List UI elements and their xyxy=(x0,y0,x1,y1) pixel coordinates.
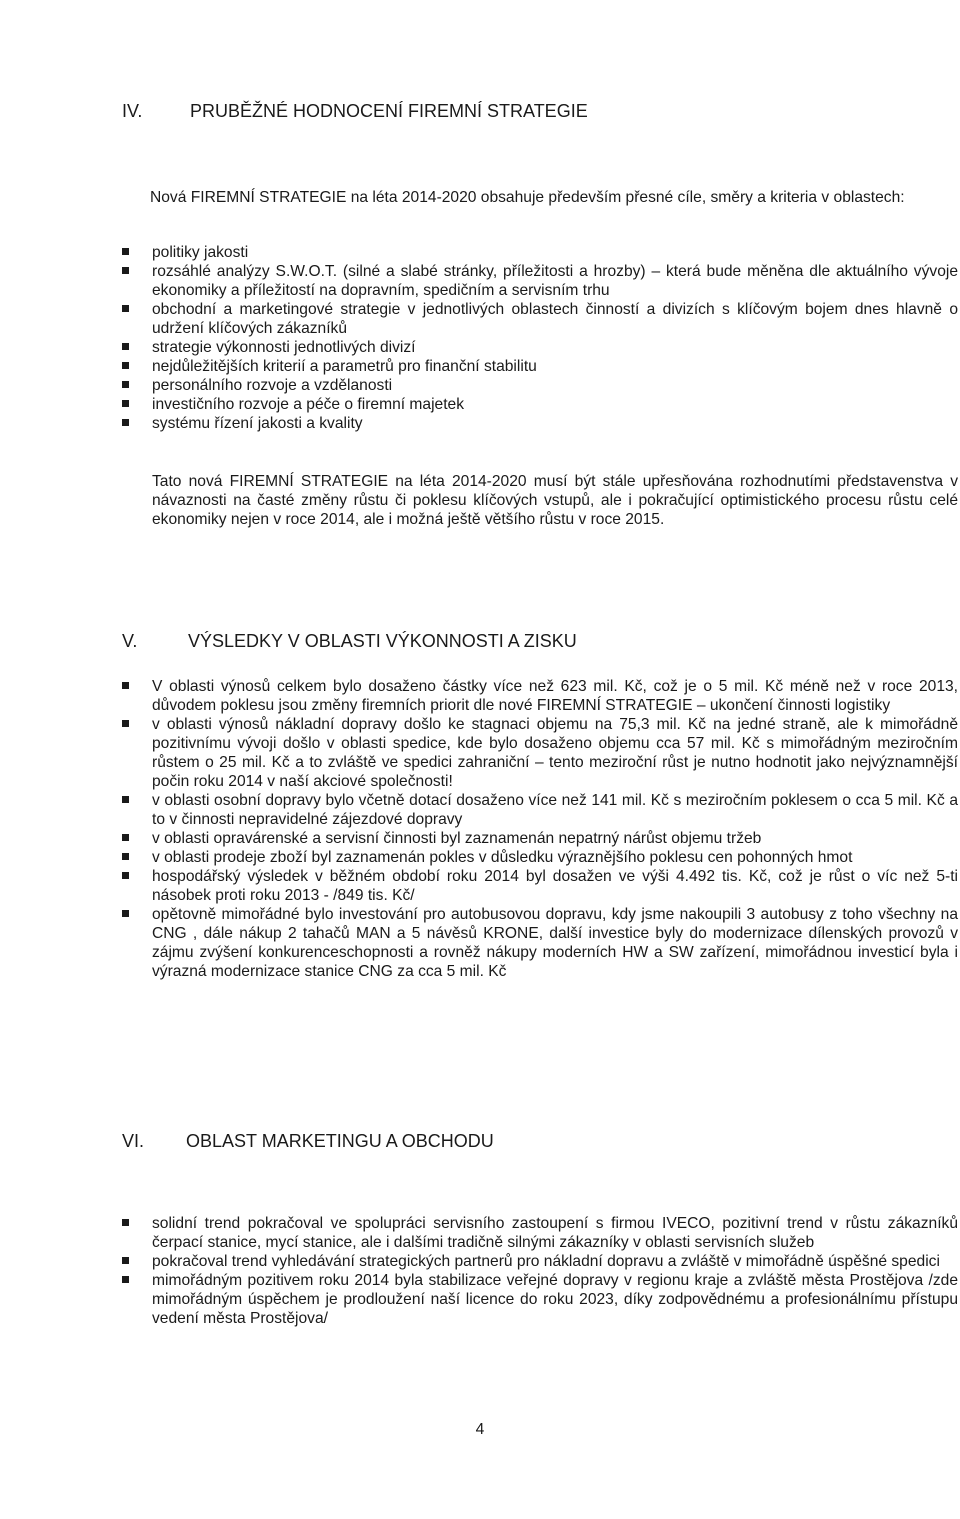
bullet-icon xyxy=(122,400,129,407)
list-item: politiky jakosti xyxy=(122,243,958,262)
bullet-icon xyxy=(122,1219,129,1226)
list-item: mimořádným pozitivem roku 2014 byla stabilizace veřejné dopravy v regionu kraje a zvláště města Prostějova /zde mimořádným úspěchem je prodloužení naší licence do roku 2023, díky zodpovědnému a profesionálnímu přístupu vedení města Prostějova/ xyxy=(122,1271,958,1328)
bullet-icon xyxy=(122,267,129,274)
bullet-icon xyxy=(122,910,129,917)
bullet-icon xyxy=(122,1257,129,1264)
section-6-heading xyxy=(122,1130,822,1152)
bullet-icon xyxy=(122,872,129,879)
bullet-icon xyxy=(122,248,129,255)
list-item: strategie výkonnosti jednotlivých divizí xyxy=(122,338,958,357)
bullet-icon xyxy=(122,362,129,369)
bullet-icon xyxy=(122,343,129,350)
section-6-title: OBLAST MARKETINGU A OBCHODU xyxy=(186,1131,494,1151)
section-4-closing: Tato nová FIREMNÍ STRATEGIE na léta 2014-2020 musí být stále upřesňována rozhodnutími představenstva v návaznosti na časté změny růstu či poklesu klíčových vstupů, ale i pokračující optimistického procesu růstu celé ekonomiky nejen v roce 2014, ale i možná ještě většího růstu v roce 2015. xyxy=(152,473,958,528)
list-item: hospodářský výsledek v běžném období roku 2014 byl dosažen ve výši 4.492 tis. Kč, což je růst o víc než 5-ti násobek proti roku 2013 - /849 tis. Kč/ xyxy=(122,867,958,905)
bullet-icon xyxy=(122,682,129,689)
bullet-icon xyxy=(122,796,129,803)
section-5-heading xyxy=(122,630,822,652)
bullet-icon xyxy=(122,853,129,860)
bullet-icon xyxy=(122,834,129,841)
section-4-title: PRUBĚŽNÉ HODNOCENÍ FIREMNÍ STRATEGIE xyxy=(190,101,588,121)
section-4-heading xyxy=(122,100,822,122)
list-item: solidní trend pokračoval ve spolupráci servisního zastoupení s firmou IVECO, pozitivní trend v růstu zákazníků čerpací stanice, mycí stanice, ale i dalšími tradičně silnými zákazníky v oblasti servisních služeb xyxy=(122,1214,958,1252)
bullet-icon xyxy=(122,720,129,727)
section-6-number: VI. xyxy=(122,1131,145,1151)
list-item: opětovně mimořádné bylo investování pro autobusovou dopravu, kdy jsme nakoupili 3 autobusy z toho všechny na CNG , dále nákup 2 tahačů MAN a 5 návěsů KRONE, další investice byly do modernizace dílenských provozů v zájmu zvýšení konkurenceschopnosti a rovněž nákupy moderních HW a SW zařízení, mimořádnou investicí byla i výrazná modernizace stanice CNG za cca 5 mil. Kč xyxy=(122,905,958,981)
section-5-list xyxy=(122,677,958,981)
list-item: obchodní a marketingové strategie v jednotlivých oblastech činností a divizích s klíčovým bojem dnes hlavně o udržení klíčových zákazníků xyxy=(122,300,958,338)
list-item: v oblasti výnosů nákladní dopravy došlo ke stagnaci objemu na 75,3 mil. Kč na jedné straně, ale k mimořádně pozitivnímu vývoji došlo v oblasti spedice, kde bylo dosaženo objemu cca 57 mil. Kč s mimořádným meziročním růstem o 25 mil. Kč a to zvláště ve spedici zahraniční – tento meziroční růst je nutno hodnotit jako nejvýznamnější počin roku 2014 v naší akciové společnosti! xyxy=(122,715,958,791)
page-number: 4 xyxy=(475,1421,485,1438)
list-item: personálního rozvoje a vzdělanosti xyxy=(122,376,958,395)
section-4-number: IV. xyxy=(122,101,143,121)
list-item: v oblasti prodeje zboží byl zaznamenán pokles v důsledku výraznějšího poklesu cen pohonných hmot xyxy=(122,848,958,867)
list-item: v oblasti opravárenské a servisní činnosti byl zaznamenán nepatrný nárůst objemu tržeb xyxy=(122,829,958,848)
list-item: investičního rozvoje a péče o firemní majetek xyxy=(122,395,958,414)
section-4-list xyxy=(122,243,958,433)
list-item: systému řízení jakosti a kvality xyxy=(122,414,958,433)
list-item: v oblasti osobní dopravy bylo včetně dotací dosaženo více než 141 mil. Kč s meziročním poklesem o cca 5 mil. Kč a to v činnosti nepravidelné zájezdové dopravy xyxy=(122,791,958,829)
section-5-title: VÝSLEDKY V OBLASTI VÝKONNOSTI A ZISKU xyxy=(188,631,577,651)
bullet-icon xyxy=(122,305,129,312)
list-item: V oblasti výnosů celkem bylo dosaženo částky více než 623 mil. Kč, což je o 5 mil. Kč méně než v roce 2013, důvodem poklesu jsou změny firemních priorit dle nové FIREMNÍ STRATEGIE – ukončení činnosti logistiky xyxy=(122,677,958,715)
section-5-number: V. xyxy=(122,631,138,651)
list-item: nejdůležitějších kriterií a parametrů pro finanční stabilitu xyxy=(122,357,958,376)
list-item: rozsáhlé analýzy S.W.O.T. (silné a slabé stránky, příležitosti a hrozby) – která bude měněna dle aktuálního vývoje ekonomiky a příležitostí na dopravním, spedičním a servisním trhu xyxy=(122,262,958,300)
list-item: pokračoval trend vyhledávání strategických partnerů pro nákladní dopravu a zvláště v mimořádně úspěšné spedici xyxy=(122,1252,958,1271)
bullet-icon xyxy=(122,1276,129,1283)
bullet-icon xyxy=(122,381,129,388)
section-4-intro: Nová FIREMNÍ STRATEGIE na léta 2014-2020 obsahuje především přesné cíle, směry a kriteria v oblastech: xyxy=(150,189,905,206)
section-6-list xyxy=(122,1214,958,1328)
bullet-icon xyxy=(122,419,129,426)
